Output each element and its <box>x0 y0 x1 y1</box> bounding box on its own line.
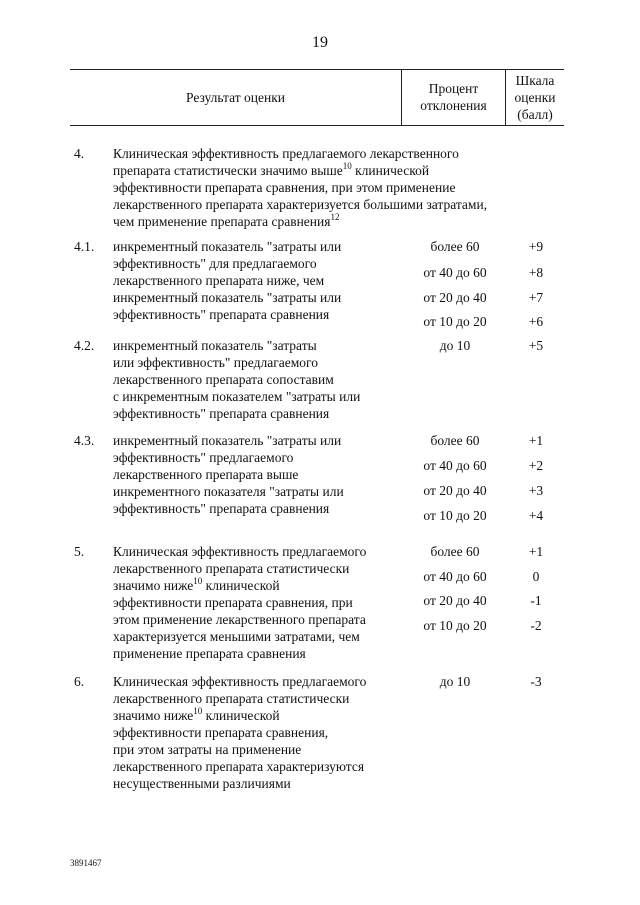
row-6-score-1: -3 <box>530 674 542 689</box>
page-number: 19 <box>312 34 328 51</box>
row-4-2-score-1: +5 <box>528 338 544 353</box>
table-header-rule <box>70 125 564 126</box>
header-scale: Шкала оценки (балл) <box>514 73 556 122</box>
row-5-score-3: -1 <box>530 593 542 608</box>
header-result: Результат оценки <box>185 90 286 105</box>
row-6-text: Клиническая эффективность предлагаемого лекарственного препарата статистически значимо ниже$^{10}$ клинической эффективности препарата сравнения, при этом затраты на применение лекарственного препарата характеризуются несущественными различиями <box>113 674 367 791</box>
row-4-3-pct-1: более 60 <box>430 433 480 448</box>
row-6-pct-1: до 10 <box>439 674 471 689</box>
row-5-pct-1: более 60 <box>430 544 480 559</box>
document-id: 3891467 <box>70 858 102 868</box>
row-4-1-score-2: +8 <box>528 265 544 280</box>
row-4-1-pct-3: от 20 до 40 <box>423 290 487 305</box>
row-5-score-1: +1 <box>528 544 544 559</box>
row-5-pct-3: от 20 до 40 <box>423 593 487 608</box>
row-4-3-pct-4: от 10 до 20 <box>423 508 487 523</box>
row-4-3-pct-2: от 40 до 60 <box>423 458 487 473</box>
row-5-score-2: 0 <box>532 569 540 584</box>
row-4-1-pct-1: более 60 <box>430 239 480 254</box>
row-4-3-text: инкрементный показатель "затраты или эффективность" предлагаемого лекарственного препарата выше инкрементного показателя "затраты или эффективность" препарата сравнения <box>113 433 344 516</box>
row-5-pct-4: от 10 до 20 <box>423 618 487 633</box>
row-5-number: 5. <box>74 544 85 559</box>
row-4-2-number: 4.2. <box>74 338 95 353</box>
row-5-pct-2: от 40 до 60 <box>423 569 487 584</box>
row-4-1-text: инкрементный показатель "затраты или эффективность" для предлагаемого лекарственного препарата ниже, чем инкрементный показатель "затраты или эффективность" препарата сравнения <box>113 239 342 322</box>
row-4-number: 4. <box>74 146 85 161</box>
row-4-1-score-1: +9 <box>528 239 544 254</box>
row-4-3-score-3: +3 <box>528 483 544 498</box>
row-4-3-score-4: +4 <box>528 508 544 523</box>
row-4-2-pct-1: до 10 <box>439 338 471 353</box>
row-4-1-number: 4.1. <box>74 239 95 254</box>
row-4-text: Клиническая эффективность предлагаемого лекарственного препарата статистически значимо выше$^{10}$ клинической эффективности препарата сравнения, при этом применение лекарственного препарата характеризуется большими затратами, чем применение препарата сравнения$^{12}$ <box>113 146 488 229</box>
row-4-1-pct-4: от 10 до 20 <box>423 314 487 329</box>
row-5-score-4: -2 <box>530 618 542 633</box>
row-4-3-pct-3: от 20 до 40 <box>423 483 487 498</box>
row-6-number: 6. <box>74 674 85 689</box>
row-4-3-score-2: +2 <box>528 458 544 473</box>
row-4-3-score-1: +1 <box>528 433 544 448</box>
row-4-1-score-3: +7 <box>528 290 544 305</box>
row-4-3-number: 4.3. <box>74 433 95 448</box>
row-4-1-score-4: +6 <box>528 314 544 329</box>
row-4-2-text: инкрементный показатель "затраты или эффективность" предлагаемого лекарственного препарата сопоставим с инкрементным показателем "затраты или эффективность" препарата сравнения <box>113 338 361 421</box>
table-top-rule <box>70 69 564 70</box>
row-5-text: Клиническая эффективность предлагаемого лекарственного препарата статистически значимо ниже$^{10}$ клинической эффективности препарата сравнения, при этом применение лекарственного препарата характеризуется меньшими затратами, чем применение препарата сравнения <box>113 544 367 661</box>
row-4-1-pct-2: от 40 до 60 <box>423 265 487 280</box>
header-percent: Процент отклонения <box>420 81 487 113</box>
